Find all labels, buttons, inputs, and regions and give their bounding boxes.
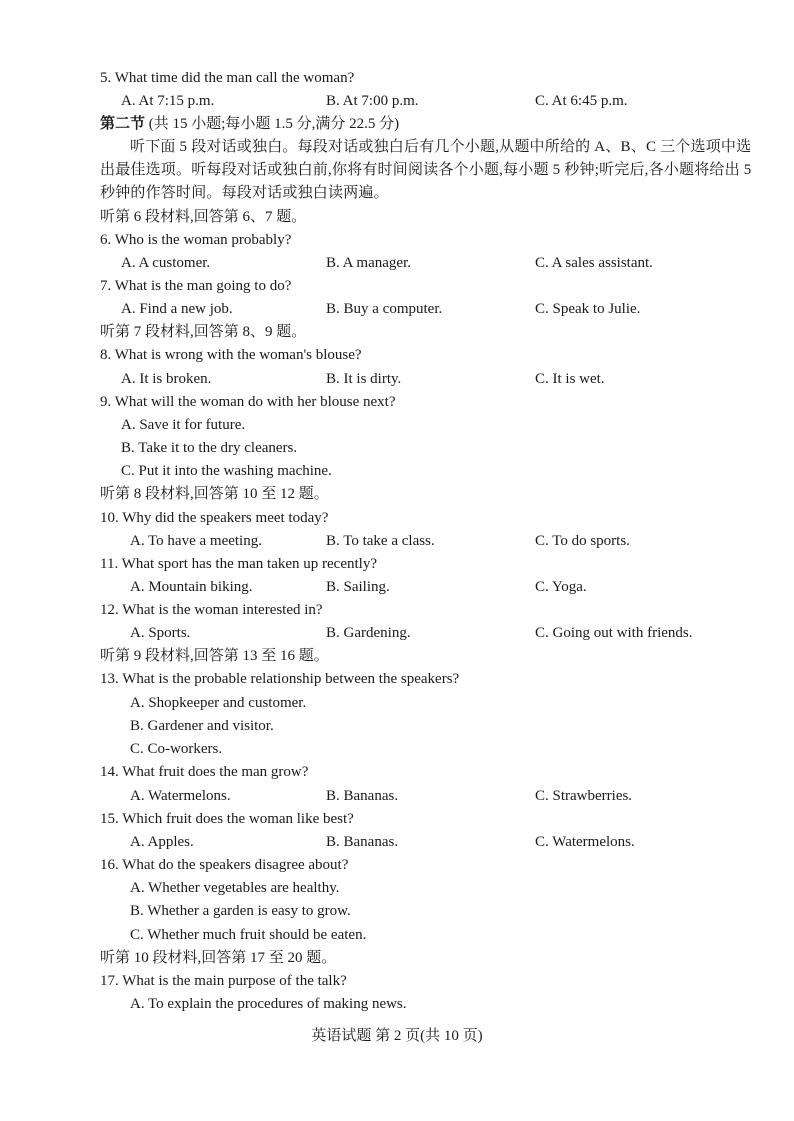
section-2-subtitle: (共 15 小题;每小题 1.5 分,满分 22.5 分) (148, 116, 400, 132)
q9-option-b: B. Take it to the dry cleaners. (121, 440, 298, 456)
question-13: 13. What is the probable relationship between the speakers? (100, 671, 460, 687)
question-16: 16. What do the speakers disagree about? (100, 857, 349, 873)
material-10-heading: 听第 10 段材料,回答第 17 至 20 题。 (100, 950, 337, 966)
q14-option-b: B. Bananas. (326, 788, 399, 804)
page-footer: 英语试题 第 2 页(共 10 页) (311, 1028, 483, 1044)
q14-option-c: C. Strawberries. (535, 788, 633, 804)
question-10: 10. Why did the speakers meet today? (100, 510, 329, 526)
material-9-heading: 听第 9 段材料,回答第 13 至 16 题。 (100, 648, 329, 664)
q10-option-b: B. To take a class. (326, 533, 435, 549)
q16-option-a: A. Whether vegetables are healthy. (130, 880, 340, 896)
q11-option-c: C. Yoga. (535, 579, 587, 595)
question-7: 7. What is the man going to do? (100, 278, 292, 294)
q15-option-b: B. Bananas. (326, 834, 399, 850)
q16-option-c: C. Whether much fruit should be eaten. (130, 927, 367, 943)
section-2-header (100, 114, 399, 134)
q12-option-a: A. Sports. (130, 625, 191, 641)
question-8: 8. What is wrong with the woman's blouse? (100, 347, 362, 363)
q13-option-b: B. Gardener and visitor. (130, 718, 274, 734)
q6-option-c: C. A sales assistant. (535, 255, 653, 271)
material-7-heading: 听第 7 段材料,回答第 8、9 题。 (100, 324, 307, 340)
q12-option-c: C. Going out with friends. (535, 625, 693, 641)
q15-option-c: C. Watermelons. (535, 834, 635, 850)
q5-option-b: B. At 7:00 p.m. (326, 93, 419, 109)
section-2-instructions: 听下面 5 段对话或独白。每段对话或独白后有几个小题,从题中所给的 A、B、C 三个选项中选出最佳选项。听每段对话或独白前,你将有时间阅读各个小题,每小题 5 秒钟;听完后,各小题将给出 5 秒钟的作答时间。每段对话或独白读两遍。 (100, 139, 752, 201)
q13-option-a: A. Shopkeeper and customer. (130, 695, 307, 711)
question-17: 17. What is the main purpose of the talk? (100, 973, 347, 989)
q7-option-b: B. Buy a computer. (326, 301, 443, 317)
q11-option-b: B. Sailing. (326, 579, 390, 595)
q17-option-a: A. To explain the procedures of making news. (130, 996, 407, 1012)
q13-option-c: C. Co-workers. (130, 741, 223, 757)
q10-option-a: A. To have a meeting. (130, 533, 262, 549)
material-6-heading: 听第 6 段材料,回答第 6、7 题。 (100, 209, 307, 225)
question-12: 12. What is the woman interested in? (100, 602, 323, 618)
q11-option-a: A. Mountain biking. (130, 579, 253, 595)
question-9: 9. What will the woman do with her blouse next? (100, 394, 396, 410)
q8-option-c: C. It is wet. (535, 371, 605, 387)
question-15: 15. Which fruit does the woman like best? (100, 811, 354, 827)
question-5: 5. What time did the man call the woman? (100, 70, 355, 86)
q8-option-a: A. It is broken. (121, 371, 212, 387)
q9-option-c: C. Put it into the washing machine. (121, 463, 332, 479)
question-11: 11. What sport has the man taken up recently? (100, 556, 377, 572)
q16-option-b: B. Whether a garden is easy to grow. (130, 903, 351, 919)
q5-option-a: A. At 7:15 p.m. (121, 93, 215, 109)
q6-option-b: B. A manager. (326, 255, 411, 271)
q14-option-a: A. Watermelons. (130, 788, 231, 804)
q8-option-b: B. It is dirty. (326, 371, 402, 387)
material-8-heading: 听第 8 段材料,回答第 10 至 12 题。 (100, 486, 329, 502)
q15-option-a: A. Apples. (130, 834, 194, 850)
question-6: 6. Who is the woman probably? (100, 232, 292, 248)
q12-option-b: B. Gardening. (326, 625, 411, 641)
question-14: 14. What fruit does the man grow? (100, 764, 309, 780)
q6-option-a: A. A customer. (121, 255, 211, 271)
section-2-title: 第二节 (100, 116, 146, 132)
q5-option-c: C. At 6:45 p.m. (535, 93, 628, 109)
q7-option-c: C. Speak to Julie. (535, 301, 641, 317)
q7-option-a: A. Find a new job. (121, 301, 233, 317)
q10-option-c: C. To do sports. (535, 533, 630, 549)
q9-option-a: A. Save it for future. (121, 417, 246, 433)
